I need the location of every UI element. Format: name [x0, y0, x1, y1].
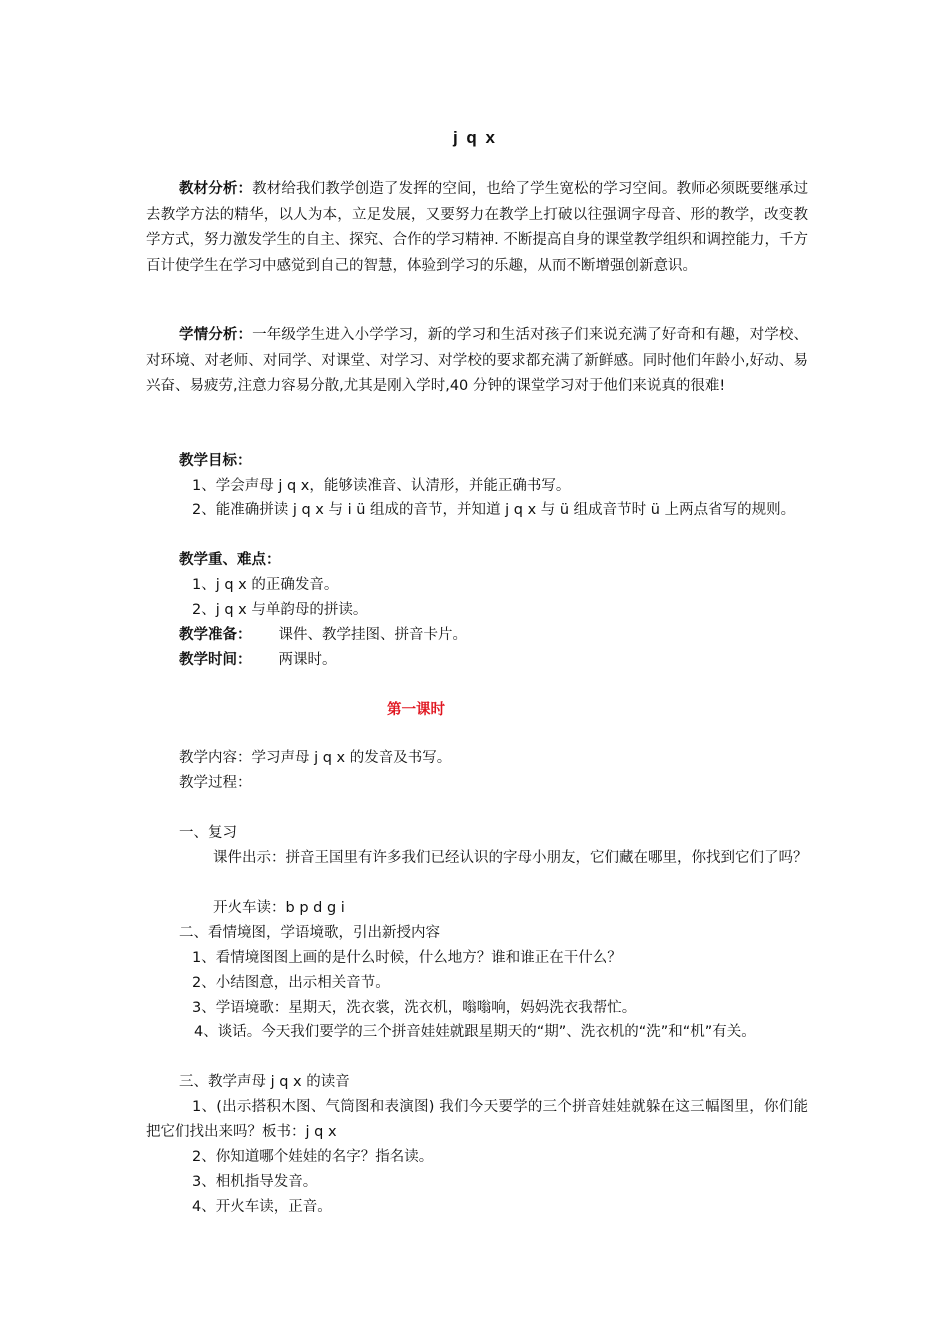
preparation-row [179, 623, 467, 647]
time-value: 两课时。 [278, 652, 337, 668]
document-title: j q x [452, 128, 497, 147]
lesson-content: 教学内容：学习声母 j q x 的发音及书写。 [179, 750, 452, 766]
section-1-text: 课件出示：拼音王国里有许多我们已经认识的字母小朋友，它们藏在哪里，你找到它们了吗？ [213, 850, 808, 866]
section-2-item-3: 3、学语境歌：星期天，洗衣裳，洗衣机，嗡嗡响，妈妈洗衣我帮忙。 [192, 1000, 637, 1016]
section-3-heading: 三、教学声母 j q x 的读音 [179, 1074, 350, 1090]
goal-item-1: 1、学会声母 j q x，能够读准音、认清形，并能正确书写。 [192, 478, 571, 494]
preparation-value: 课件、教学挂图、拼音卡片。 [278, 627, 467, 643]
key-point-item-1: 1、j q x 的正确发音。 [192, 577, 339, 593]
students-paragraph [146, 323, 808, 400]
key-point-item-2: 2、j q x 与单韵母的拼读。 [192, 602, 368, 618]
time-row [179, 648, 337, 672]
goals-label: 教学目标： [179, 453, 252, 469]
section-3-item-2: 2、你知道哪个娃娃的名字？指名读。 [192, 1149, 434, 1165]
students-label: 学情分析： [179, 327, 253, 343]
time-label: 教学时间： [179, 652, 252, 668]
section-1-heading: 一、复习 [179, 825, 237, 841]
section-2-item-4: 4、谈话。今天我们要学的三个拼音娃娃就跟星期天的“期”、洗衣机的“洗”和“机”有关。 [194, 1024, 756, 1040]
key-points-label: 教学重、难点： [179, 552, 281, 568]
section-1-train: 开火车读：b p d g i [213, 900, 345, 916]
section-2-item-1: 1、看情境图图上画的是什么时候，什么地方？谁和谁正在干什么？ [192, 950, 622, 966]
process-label: 教学过程： [179, 775, 252, 791]
section-2-heading: 二、看情境图，学语境歌，引出新授内容 [179, 925, 440, 941]
preparation-label: 教学准备： [179, 627, 252, 643]
analysis-label: 教材分析： [179, 181, 253, 197]
section-3-item-3: 3、相机指导发音。 [192, 1174, 318, 1190]
goal-item-2: 2、能准确拼读 j q x 与 i ü 组成的音节，并知道 j q x 与 ü 组成音节时 ü 上两点省写的规则。 [192, 502, 796, 518]
section-2-item-2: 2、小结图意，出示相关音节。 [192, 975, 390, 991]
lesson-1-title: 第一课时 [387, 702, 445, 718]
analysis-text: 教材给我们教学创造了发挥的空间，也给了学生宽松的学习空间。教师必须既要继承过去教学方法的精华，以人为本，立足发展，又要努力在教学上打破以往强调字母音、形的教学，改变教学方式，努力激发学生的自主、探究、合作的学习精神. 不断提高自身的课堂教学组织和调控能力，千方百计使学生在学习中感觉到自己的智慧，体验到学习的乐趣，从而不断增强创新意识。 [146, 181, 808, 274]
students-text: 一年级学生进入小学学习，新的学习和生活对孩子们来说充满了好奇和有趣，对学校、对环境、对老师、对同学、对课堂、对学习、对学校的要求都充满了新鲜感。同时他们年龄小,好动、易兴奋、易疲劳,注意力容易分散,尤其是刚入学时,40 分钟的课堂学习对于他们来说真的很难! [146, 327, 808, 394]
section-3-item-1: 1、(出示搭积木图、气筒图和表演图) 我们今天要学的三个拼音娃娃就躲在这三幅图里，你们能把它们找出来吗？板书：j q x [146, 1099, 808, 1140]
section-3-item-4: 4、开火车读，正音。 [192, 1199, 332, 1215]
analysis-paragraph [146, 177, 808, 279]
